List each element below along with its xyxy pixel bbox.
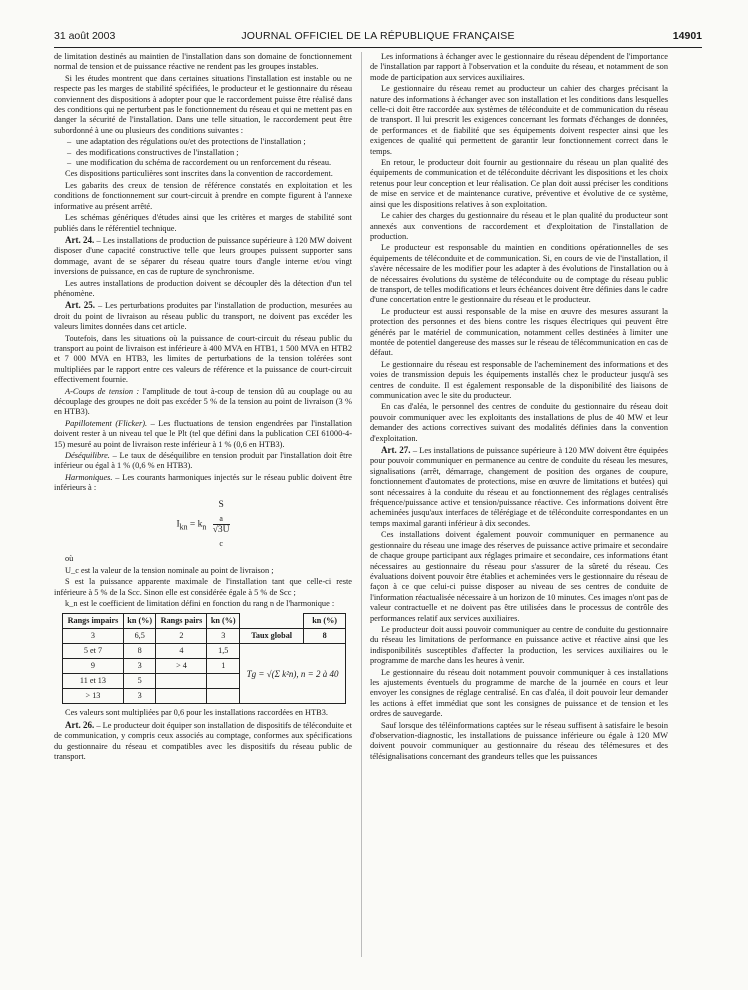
table-header: Rangs impairs — [63, 614, 124, 629]
table-cell: 9 — [63, 659, 124, 674]
article-label: Art. 26. — [65, 719, 95, 730]
paragraph: Ces installations doivent également pouvoir communiquer en permanence au gestionnaire du réseau une image des réserves de puissance active primaire et secondaire de chaque groupe participant aux réglages primaire et secondaire, ces informations étant nécessaires au gestionnaire du réseau pour s'assurer de la sûreté du réseau. Ces évaluations doivent pouvoir être établies et acheminées vers le gestionnaire du réseau de façon à ce que celui-ci puisse disposer au niveau de ses centres de conduite de l'information réactualisée nécessaire à un horizon de 10 minutes. Ces images n'ont pas de valeur contractuelle et ne doivent pas être utilisées dans le processus de contrôle des performances relatif aux services auxiliaires. — [370, 530, 668, 623]
paragraph: Le producteur est responsable du maintien en conditions opérationnelles de ses équipements de téléconduite et de communication. Si, en cours de vie de l'installation, il s'avère nécessaire de les modifier pour les adapter à des évolutions de l'installation ou à de nécessaires évolutions du système de téléconduite ou de comptage du réseau public de transport, de telles modifications et leurs échéances doivent être définies dans le cadre d'une concertation entre le gestionnaire du réseau et le producteur. — [370, 243, 668, 305]
table-cell — [207, 674, 240, 689]
table-header: kn (%) — [207, 614, 240, 629]
article-24 — [54, 235, 352, 278]
paragraph: Le cahier des charges du gestionnaire du réseau et le plan qualité du producteur sont annexés aux conventions de raccordement et d'exploitation de l'installation de production. — [370, 211, 668, 241]
table-cell: 3 — [123, 659, 156, 674]
column-separator — [361, 52, 362, 957]
table-cell — [156, 674, 207, 689]
paragraph: Le gestionnaire du réseau doit notamment pouvoir communiquer à ces installations les ajustements éventuels du programme de marche de la journée en cours et leur envoyer les consignes de réglage centralisé. En cas d'aléa, il doit pouvoir leur demander les actions à effet immédiat que sont les consignes de puissance et de tension et les ordres de sauvegarde. — [370, 667, 668, 719]
header-date: 31 août 2003 — [54, 30, 116, 42]
table-cell: 1 — [207, 659, 240, 674]
right-column — [370, 52, 668, 982]
term-label: A-Coups de tension : — [65, 386, 140, 396]
paragraph: Le producteur doit aussi pouvoir communiquer au centre de conduite du gestionnaire du réseau les limitations de performance en puissance active et réactive ainsi que les indisponibilités susceptibles d'affecter la production, les services auxiliaires ou le programme de marche dans les heures à venir. — [370, 624, 668, 666]
left-column — [54, 52, 352, 962]
conditions-list — [54, 137, 352, 168]
flicker-paragraph — [54, 419, 352, 450]
journal-title: JOURNAL OFFICIEL DE LA RÉPUBLIQUE FRANÇAISE — [241, 30, 515, 42]
harmonic-current-formula — [54, 500, 352, 549]
formula-fraction — [213, 500, 230, 549]
paragraph: Le producteur est aussi responsable de la mise en œuvre des mesures assurant la protection des personnes et des biens contre les risques électriques qui peuvent être générés par le matériel de communication, notamment celles destinées à limiter une montée de potentiel dangereuse des masses sur le réseau de télécommunication en cas de défaut. — [370, 306, 668, 358]
paragraph: Ces valeurs sont multipliées par 0,6 pour les installations raccordées en HTB3. — [65, 708, 328, 718]
taux-global-value: 8 — [304, 629, 346, 644]
page-header — [54, 30, 702, 44]
table-header: Rangs pairs — [156, 614, 207, 629]
tg-formula: Tg = √(Σ k²n), n = 2 à 40 — [240, 644, 346, 704]
table-header: kn (%) — [304, 614, 346, 629]
table-cell: 5 — [123, 674, 156, 689]
term-label: Déséquilibre. — [65, 451, 110, 461]
formula-subscript: kn — [179, 522, 188, 532]
acoups-paragraph — [54, 387, 352, 418]
paragraph: Sauf lorsque des téléinformations captées sur le réseau suffisent à satisfaire le besoin d'observation-diagnostic, les installations de puissance inférieure ou égale à 120 MW doivent pouvoir communiquer au gestionnaire du réseau des télémesures et des télésignalisations concernant des grandeurs telles que les puissances — [370, 720, 668, 761]
paragraph: de limitation destinés au maintien de l'installation dans son domaine de fonctionnement normal de tension et de puissance réactive ne rendent pas les groupes instables. — [54, 52, 352, 72]
table-cell: 11 et 13 — [63, 674, 124, 689]
formula-symbol: I — [176, 519, 180, 530]
article-25 — [54, 300, 352, 332]
formula-denominator: √3U $_c$ — [212, 524, 230, 548]
term-text: – Le taux de déséquilibre en tension produit par l'installation doit être inférieur ou égal à 1 % (0,6 % en HTB3). — [54, 451, 352, 471]
term-label: Papillotement (Flicker). — [65, 418, 148, 428]
paragraph: En retour, le producteur doit fournir au gestionnaire du réseau un plan qualité des équipements de communication et de téléconduite décrivant les dispositions et les choix retenus pour leur conception et leur réalisation. Ce plan doit aussi préciser les conditions de mise en service et de maintenance curative, préventive et évolutive de ce système, ainsi que les dispositions relatives à son exploitation. — [370, 158, 668, 209]
desequilibre-paragraph — [54, 451, 352, 472]
article-text: – Les installations de production de puissance supérieure à 120 MW doivent disposer d'une capacité constructive telle que leurs groupes puissent supporter sans dommage, avant de se séparer du réseau quatre tours d'angle interne et/ou vingt inversions de puissance, en cas de rupture de synchronisme. — [54, 235, 352, 277]
article-text: – Le producteur doit équiper son installation de dispositifs de téléconduite et de communication, y compris ceux associés au comptage, conformes aux spécifications du gestionnaire du réseau et compatibles avec les dispositifs du réseau public de transport. — [54, 720, 352, 762]
paragraph: U_c est la valeur de la tension nominale au point de livraison ; — [65, 565, 274, 575]
taux-global-label: Taux global — [240, 629, 304, 644]
table-header — [240, 614, 304, 629]
article-label: Art. 24. — [65, 234, 95, 245]
paragraph: Les gabarits des creux de tension de référence constatés en exploitation et les conditions de fonctionnement sur court-circuit à prendre en compte figurent à l'annexe informative au présent arrêté. — [54, 180, 352, 211]
table-cell: 4 — [156, 644, 207, 659]
term-text: l'amplitude de tout à-coup de tension dû au couplage ou au découplage des groupes ne doit pas excéder 5 % de la tension au point de livraison (3 % en HTB3). — [54, 386, 352, 417]
page-number: 14901 — [672, 30, 702, 42]
formula-subscript: n — [202, 522, 207, 532]
table-cell — [156, 689, 207, 704]
term-text: – Les courants harmoniques injectés sur le réseau public doivent être inférieurs à : — [54, 472, 352, 493]
table-cell: 5 et 7 — [63, 644, 124, 659]
table-cell: 3 — [207, 629, 240, 644]
article-label: Art. 25. — [65, 300, 96, 311]
table-row — [63, 644, 346, 659]
table-header-row — [63, 614, 346, 629]
paragraph: où — [65, 554, 74, 564]
table-cell: 2 — [156, 629, 207, 644]
paragraph: Les informations à échanger avec le gestionnaire du réseau dépendent de l'importance de l'installation par rapport à l'observation et la conduite du réseau, et notamment de son mode de participation aux services auxiliaires. — [370, 52, 668, 82]
paragraph: Les autres installations de production doivent se découpler dès la détection d'un tel phénomène. — [54, 278, 352, 298]
table-cell: 3 — [123, 689, 156, 704]
list-item: – une modification du schéma de raccordement ou un renforcement du réseau. — [76, 158, 352, 168]
table-cell: > 13 — [63, 689, 124, 704]
table-cell — [207, 689, 240, 704]
table-row — [63, 629, 346, 644]
article-27 — [370, 445, 668, 529]
article-text: – Les perturbations produites par l'installation de production, mesurées au droit du point de livraison au réseau public du transport, ne doivent pas excéder les valeurs limites données dans cet article. — [54, 301, 352, 332]
term-label: Harmoniques. — [65, 472, 113, 482]
paragraph: k_n est le coefficient de limitation défini en fonction du rang n de l'harmonique : — [65, 599, 335, 609]
paragraph: Le gestionnaire du réseau est responsable de l'acheminement des informations et des voies de transmission depuis les équipements installés chez le producteur jusqu'à ses centres de conduite. Il est également responsable de la disponibilité des liaisons de communication avec le site du producteur. — [370, 359, 668, 400]
term-text: – Les fluctuations de tension engendrées par l'installation doivent rester à un niveau tel que le Plt (tel que défini dans la publication CEI 61000-4-15) mesuré au point de livraison reste inférieur à 1 % (0,6 en HTB3). — [54, 418, 352, 449]
paragraph: Si les études montrent que dans certaines situations l'installation est instable ou ne respecte pas les marges de stabilité spécifiées, le producteur et le gestionnaire du réseau conviennent des dispositions à adopter pour que le raccordement puisse être réalisé dans des conditions qui ne perturbent pas le fonctionnement du réseau et qui ne mettent pas en danger la sécurité de l'installation. Dans une telle situation, le raccordement peut être subordonné à une ou plusieurs des conditions suivantes : — [54, 73, 352, 135]
table-header: kn (%) — [123, 614, 156, 629]
paragraph: Toutefois, dans les situations où la puissance de court-circuit du réseau public du transport au point de livraison est inférieure à 400 MVA en HTB1, 1 500 MVA en HTB2 et 7 000 MVA en HTB3, les limites de perturbations de la tension tolérées sont multipliées par le rapport entre ces valeurs de référence et la puissance de court-circuit effectivement fournie. — [54, 333, 352, 385]
table-cell: 6,5 — [123, 629, 156, 644]
harmonics-table — [62, 613, 346, 704]
formula-numerator: S $_a$ — [218, 499, 224, 523]
paragraph: En cas d'aléa, le personnel des centres de conduite du gestionnaire du réseau doit pouvoir communiquer avec les exploitants des installations de plus de 40 MW et leur demander des actions correctives suivant des modalités définies dans la convention d'exploitation. — [370, 402, 668, 443]
table-cell: 1,5 — [207, 644, 240, 659]
table-cell: > 4 — [156, 659, 207, 674]
formula-symbol: = k — [187, 519, 203, 530]
paragraph: Le gestionnaire du réseau remet au producteur un cahier des charges précisant la nature des informations à échanger avec son installation et les conditions dans lesquelles celle-ci doit être raccordée aux systèmes de téléconduite et de communication du réseau de transport. Il lui prescrit les exigences concernant les formats d'échanges de données, de performances et de fiabilité que ses équipements doivent respecter ainsi que les exigences de qualité qui permettent de garantir leur fonctionnement correct dans le temps. — [370, 84, 668, 156]
list-item: – des modifications constructives de l'installation ; — [76, 148, 352, 158]
paragraph: Ces dispositions particulières sont inscrites dans la convention de raccordement. — [65, 169, 333, 179]
table-cell: 3 — [63, 629, 124, 644]
list-item: – une adaptation des régulations ou/et des protections de l'installation ; — [76, 137, 352, 147]
harmoniques-paragraph — [54, 473, 352, 494]
table-cell: 8 — [123, 644, 156, 659]
article-text: – Les installations de puissance supérieure à 120 MW doivent être équipées pour pouvoir communiquer en permanence au centre de conduite du réseau les mesures, signalisations (arrêt, démarrage, changement de position des organes de coupure, fonctionnement d'automates de protections, mise en œuvre de limitations et butées) qui sont nécessaires à la conduite du réseau et au fonctionnement des réglages centralisés fréquence/puissance active et tension/puissance réactive. Ces informations doivent être acheminées jusqu'aux interfaces de télérégiage et de téléconduite correspondantes en un temps maximal garanti inférieur à dix secondes. — [370, 446, 668, 528]
article-26 — [54, 720, 352, 763]
article-label: Art. 27. — [381, 445, 411, 456]
paragraph: Les schémas génériques d'études ainsi que les critères et marges de stabilité sont publiés dans le référentiel technique. — [54, 213, 352, 233]
paragraph: S est la puissance apparente maximale de l'installation tant que celle-ci reste inférieure à 5 % de la Scc. Sinon elle est considérée égale à 5 % de Scc ; — [54, 577, 352, 597]
header-rule — [54, 47, 702, 48]
